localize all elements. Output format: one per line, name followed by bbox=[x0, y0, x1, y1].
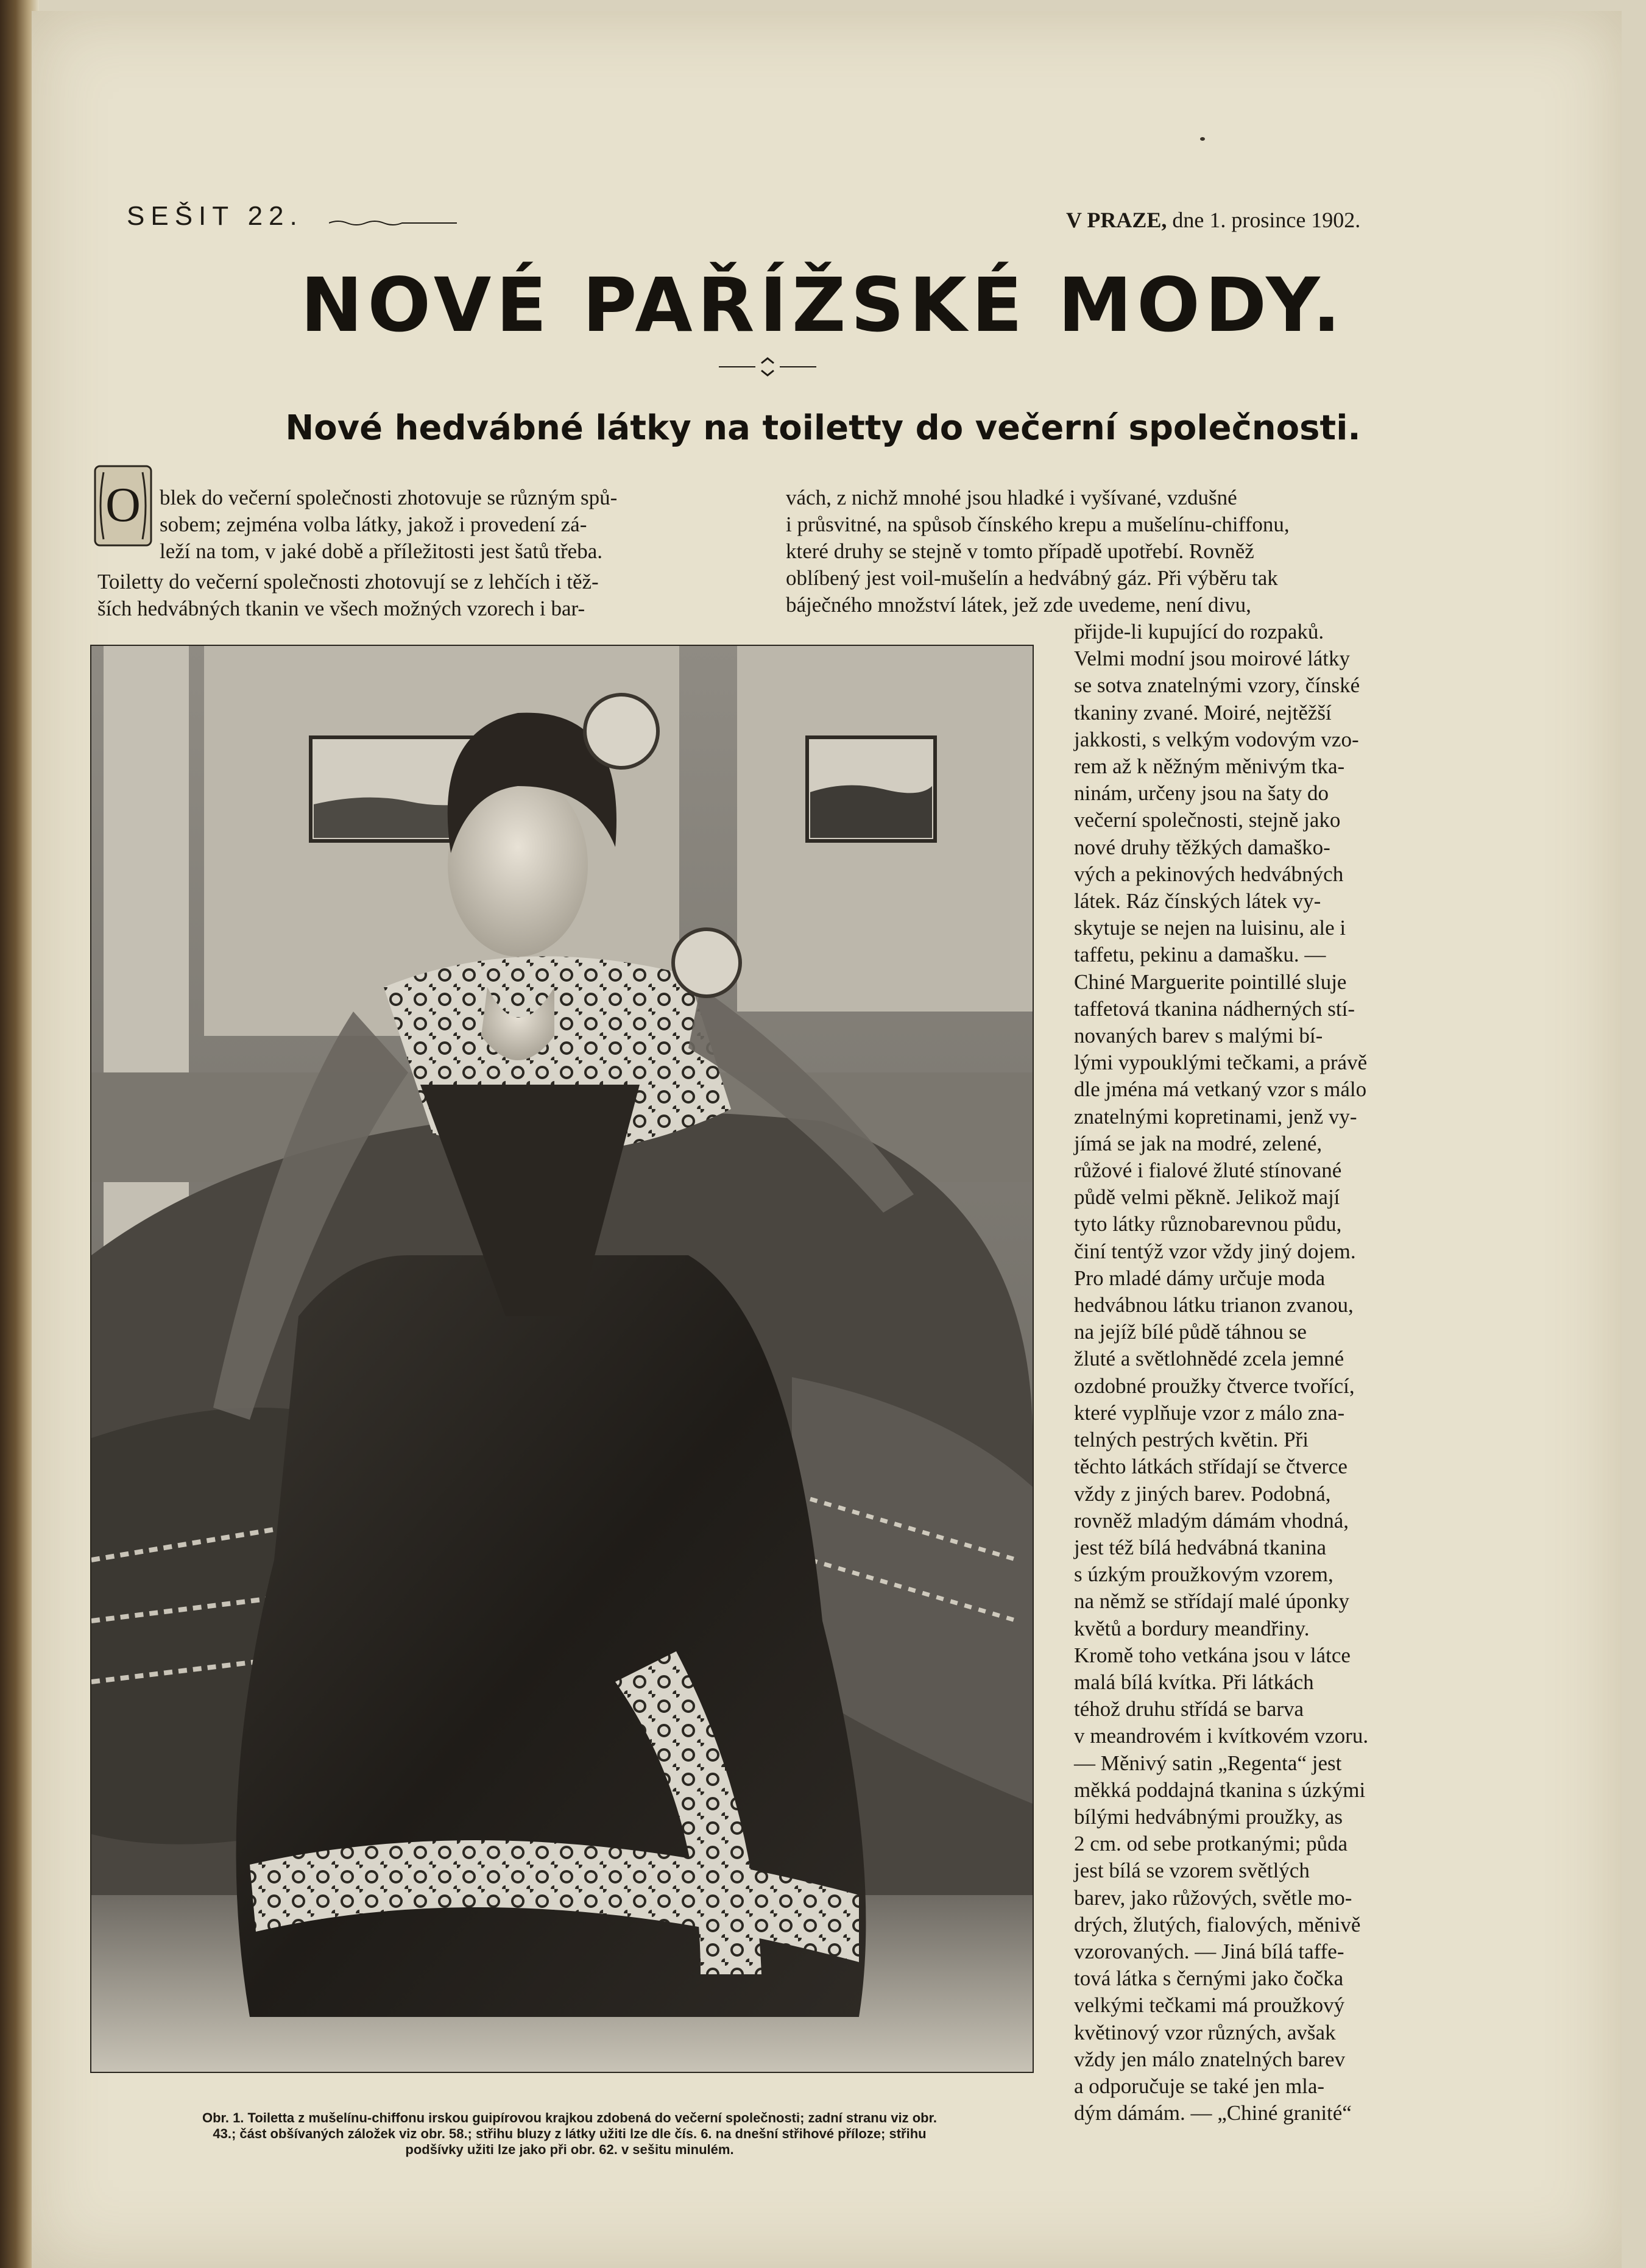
text-line: tyto látky různobarevnou půdu, bbox=[1074, 1212, 1342, 1236]
text-line: které vyplňuje vzor z málo zna- bbox=[1074, 1400, 1345, 1425]
text-line: tkaniny zvané. Moiré, nejtěžší bbox=[1074, 700, 1332, 725]
figure-caption bbox=[91, 2110, 1048, 2158]
text-line: s úzkým proužkovým vzorem, bbox=[1074, 1562, 1333, 1587]
text-line: vždy z jiných barev. Podobná, bbox=[1074, 1481, 1331, 1506]
text-line: oblíbený jest voil-mušelín a hedvábný gáz. Při výběru tak bbox=[786, 566, 1278, 590]
page-title: NOVÉ PAŘÍŽSKÉ MODY. bbox=[300, 262, 1346, 349]
text-line: vých a pekinových hedvábných bbox=[1074, 862, 1344, 886]
text-line: ozdobné proužky čtverce tvořící, bbox=[1074, 1373, 1355, 1398]
text-line: telných pestrých květin. Při bbox=[1074, 1428, 1309, 1452]
text-line: dle jména má vetkaný vzor s málo bbox=[1074, 1077, 1367, 1102]
ornament-icon bbox=[719, 355, 816, 379]
text-line: rovněž mladým dámám vhodná, bbox=[1074, 1508, 1349, 1533]
text-line: půdě velmi pěkně. Jelikož mají bbox=[1074, 1185, 1340, 1210]
text-line: drých, žlutých, fialových, měnivě bbox=[1074, 1912, 1361, 1937]
text-line: Chiné Marguerite pointillé sluje bbox=[1074, 969, 1347, 994]
text-line: velkými tečkami má proužkový bbox=[1074, 1993, 1345, 2018]
text-line: jest též bílá hedvábná tkanina bbox=[1074, 1535, 1327, 1559]
text-line: růžové i fialové žluté stínované bbox=[1074, 1158, 1342, 1183]
text-line: báječného množství látek, jež zde uvedeme, není divu, bbox=[786, 593, 1251, 617]
text-line: vzorovaných. — Jiná bílá taffe- bbox=[1074, 1939, 1344, 1963]
text-line: jakkosti, s velkým vodovým vzo- bbox=[1074, 727, 1359, 751]
text-line: Kromě toho vetkána jsou v látce bbox=[1074, 1643, 1351, 1667]
text-line: které druhy se stejně v tomto případě upotřebí. Rovněž bbox=[786, 539, 1254, 563]
wavy-rule-icon bbox=[329, 219, 457, 225]
text-line: Toiletty do večerní společnosti zhotovují se z lehčích i těž- bbox=[97, 570, 599, 594]
right-column bbox=[1074, 618, 1438, 2127]
text-line: vždy jen málo znatelných barev bbox=[1074, 2047, 1346, 2071]
date: dne 1. prosince 1902. bbox=[1172, 208, 1361, 232]
text-line: rem až k něžným měnivým tka- bbox=[1074, 754, 1345, 779]
text-line: večerní společnosti, stejně jako bbox=[1074, 808, 1341, 832]
place: V PRAZE, bbox=[1066, 208, 1167, 232]
text-line: taffetová tkanina nádherných stí- bbox=[1074, 996, 1355, 1021]
text-line: 2 cm. od sebe protkanými; půda bbox=[1074, 1832, 1348, 1856]
fashion-illustration bbox=[90, 645, 1034, 2073]
text-line: malá bílá kvítka. Při látkách bbox=[1074, 1670, 1314, 1694]
dropcap-letter: O bbox=[105, 478, 141, 532]
text-line: a odporučuje se také jen mla- bbox=[1074, 2074, 1325, 2098]
text-line: v meandrovém i kvítkovém vzoru. bbox=[1074, 1724, 1369, 1748]
text-line: i průsvitné, na spůsob čínského krepu a mušelínu-chiffonu, bbox=[786, 512, 1290, 536]
caption-line: 43.; část obšívaných záložek viz obr. 58.; střihu bluzy z látky užiti lze dle čís. 6. na dnešní střihové příloze; střihu bbox=[213, 2126, 927, 2141]
caption-line: Obr. 1. Toiletta z mušelínu-chiffonu irskou guipírovou krajkou zdobená do večerní společnosti; zadní stranu viz obr. bbox=[202, 2110, 938, 2125]
text-line: dým dámám. — „Chiné granité“ bbox=[1074, 2101, 1352, 2125]
text-line: žluté a světlohnědé zcela jemné bbox=[1074, 1347, 1344, 1371]
intro-continuation bbox=[97, 569, 754, 622]
text-line: těchto látkách střídají se čtverce bbox=[1074, 1455, 1348, 1479]
text-line: měkká poddajná tkanina s úzkými bbox=[1074, 1777, 1366, 1802]
text-line: ninám, určeny jsou na šaty do bbox=[1074, 781, 1329, 806]
text-line: činí tentýž vzor vždy jiný dojem. bbox=[1074, 1239, 1356, 1263]
text-line: přijde-li kupující do rozpaků. bbox=[1074, 620, 1324, 643]
text-line: se sotva znatelnými vzory, čínské bbox=[1074, 673, 1360, 698]
text-line: jest bílá se vzorem světlých bbox=[1074, 1859, 1310, 1883]
caption-line: podšívky užiti lze jako při obr. 62. v sešitu minulém. bbox=[405, 2142, 734, 2157]
text-line: lými vypouklými tečkami, a právě bbox=[1074, 1051, 1368, 1075]
ink-speck bbox=[1200, 137, 1205, 141]
illustration-drawing bbox=[91, 646, 1033, 2072]
text-line: blek do večerní společnosti zhotovuje se různým spů- bbox=[160, 486, 618, 509]
text-line: na němž se střídají malé úponky bbox=[1074, 1589, 1349, 1614]
article-subtitle: Nové hedvábné látky na toiletty do večerní společnosti. bbox=[285, 408, 1361, 448]
text-line: novaných barev s malými bí- bbox=[1074, 1024, 1323, 1048]
issue-label: SEŠIT 22. bbox=[127, 201, 303, 231]
text-line: skytuje se nejen na luisinu, ale i bbox=[1074, 916, 1346, 940]
text-line: nové druhy těžkých damaško- bbox=[1074, 835, 1330, 859]
text-line: taffetu, pekinu a damašku. — bbox=[1074, 943, 1326, 967]
text-line: květinový vzor různých, avšak bbox=[1074, 2020, 1336, 2044]
text-line: vách, z nichž mnohé jsou hladké i vyšívané, vzdušné bbox=[786, 486, 1237, 509]
text-line: jímá se jak na modré, zelené, bbox=[1074, 1131, 1323, 1155]
text-line: na jejíž bílé půdě táhnou se bbox=[1074, 1320, 1307, 1344]
text-line: Velmi modní jsou moirové látky bbox=[1074, 647, 1351, 671]
text-line: látek. Ráz čínských látek vy- bbox=[1074, 889, 1321, 913]
text-line: bílými hedvábnými proužky, as bbox=[1074, 1804, 1343, 1829]
text-line: tová látka s černými jako čočka bbox=[1074, 1966, 1344, 1991]
text-line: sobem; zejména volba látky, jakož i provedení zá- bbox=[160, 512, 587, 536]
text-line: hedvábnou látku trianon zvanou, bbox=[1074, 1293, 1354, 1317]
text-line: téhož druhu střídá se barva bbox=[1074, 1697, 1304, 1721]
right-column-top bbox=[786, 484, 1438, 618]
ornamental-initial bbox=[91, 460, 155, 551]
text-line: ších hedvábných tkanin ve všech možných vzorech i bar- bbox=[97, 597, 585, 620]
intro-paragraph bbox=[160, 484, 754, 565]
text-line: leží na tom, v jaké době a příležitosti jest šatů třeba. bbox=[160, 539, 602, 563]
text-line: barev, jako růžových, světle mo- bbox=[1074, 1885, 1352, 1910]
text-line: Pro mladé dámy určuje moda bbox=[1074, 1266, 1326, 1290]
text-line: květů a bordury meandřiny. bbox=[1074, 1616, 1310, 1640]
text-line: znatelnými kopretinami, jenž vy- bbox=[1074, 1104, 1357, 1129]
text-line: — Měnivý satin „Regenta“ jest bbox=[1074, 1751, 1342, 1775]
dateline bbox=[1066, 207, 1360, 233]
